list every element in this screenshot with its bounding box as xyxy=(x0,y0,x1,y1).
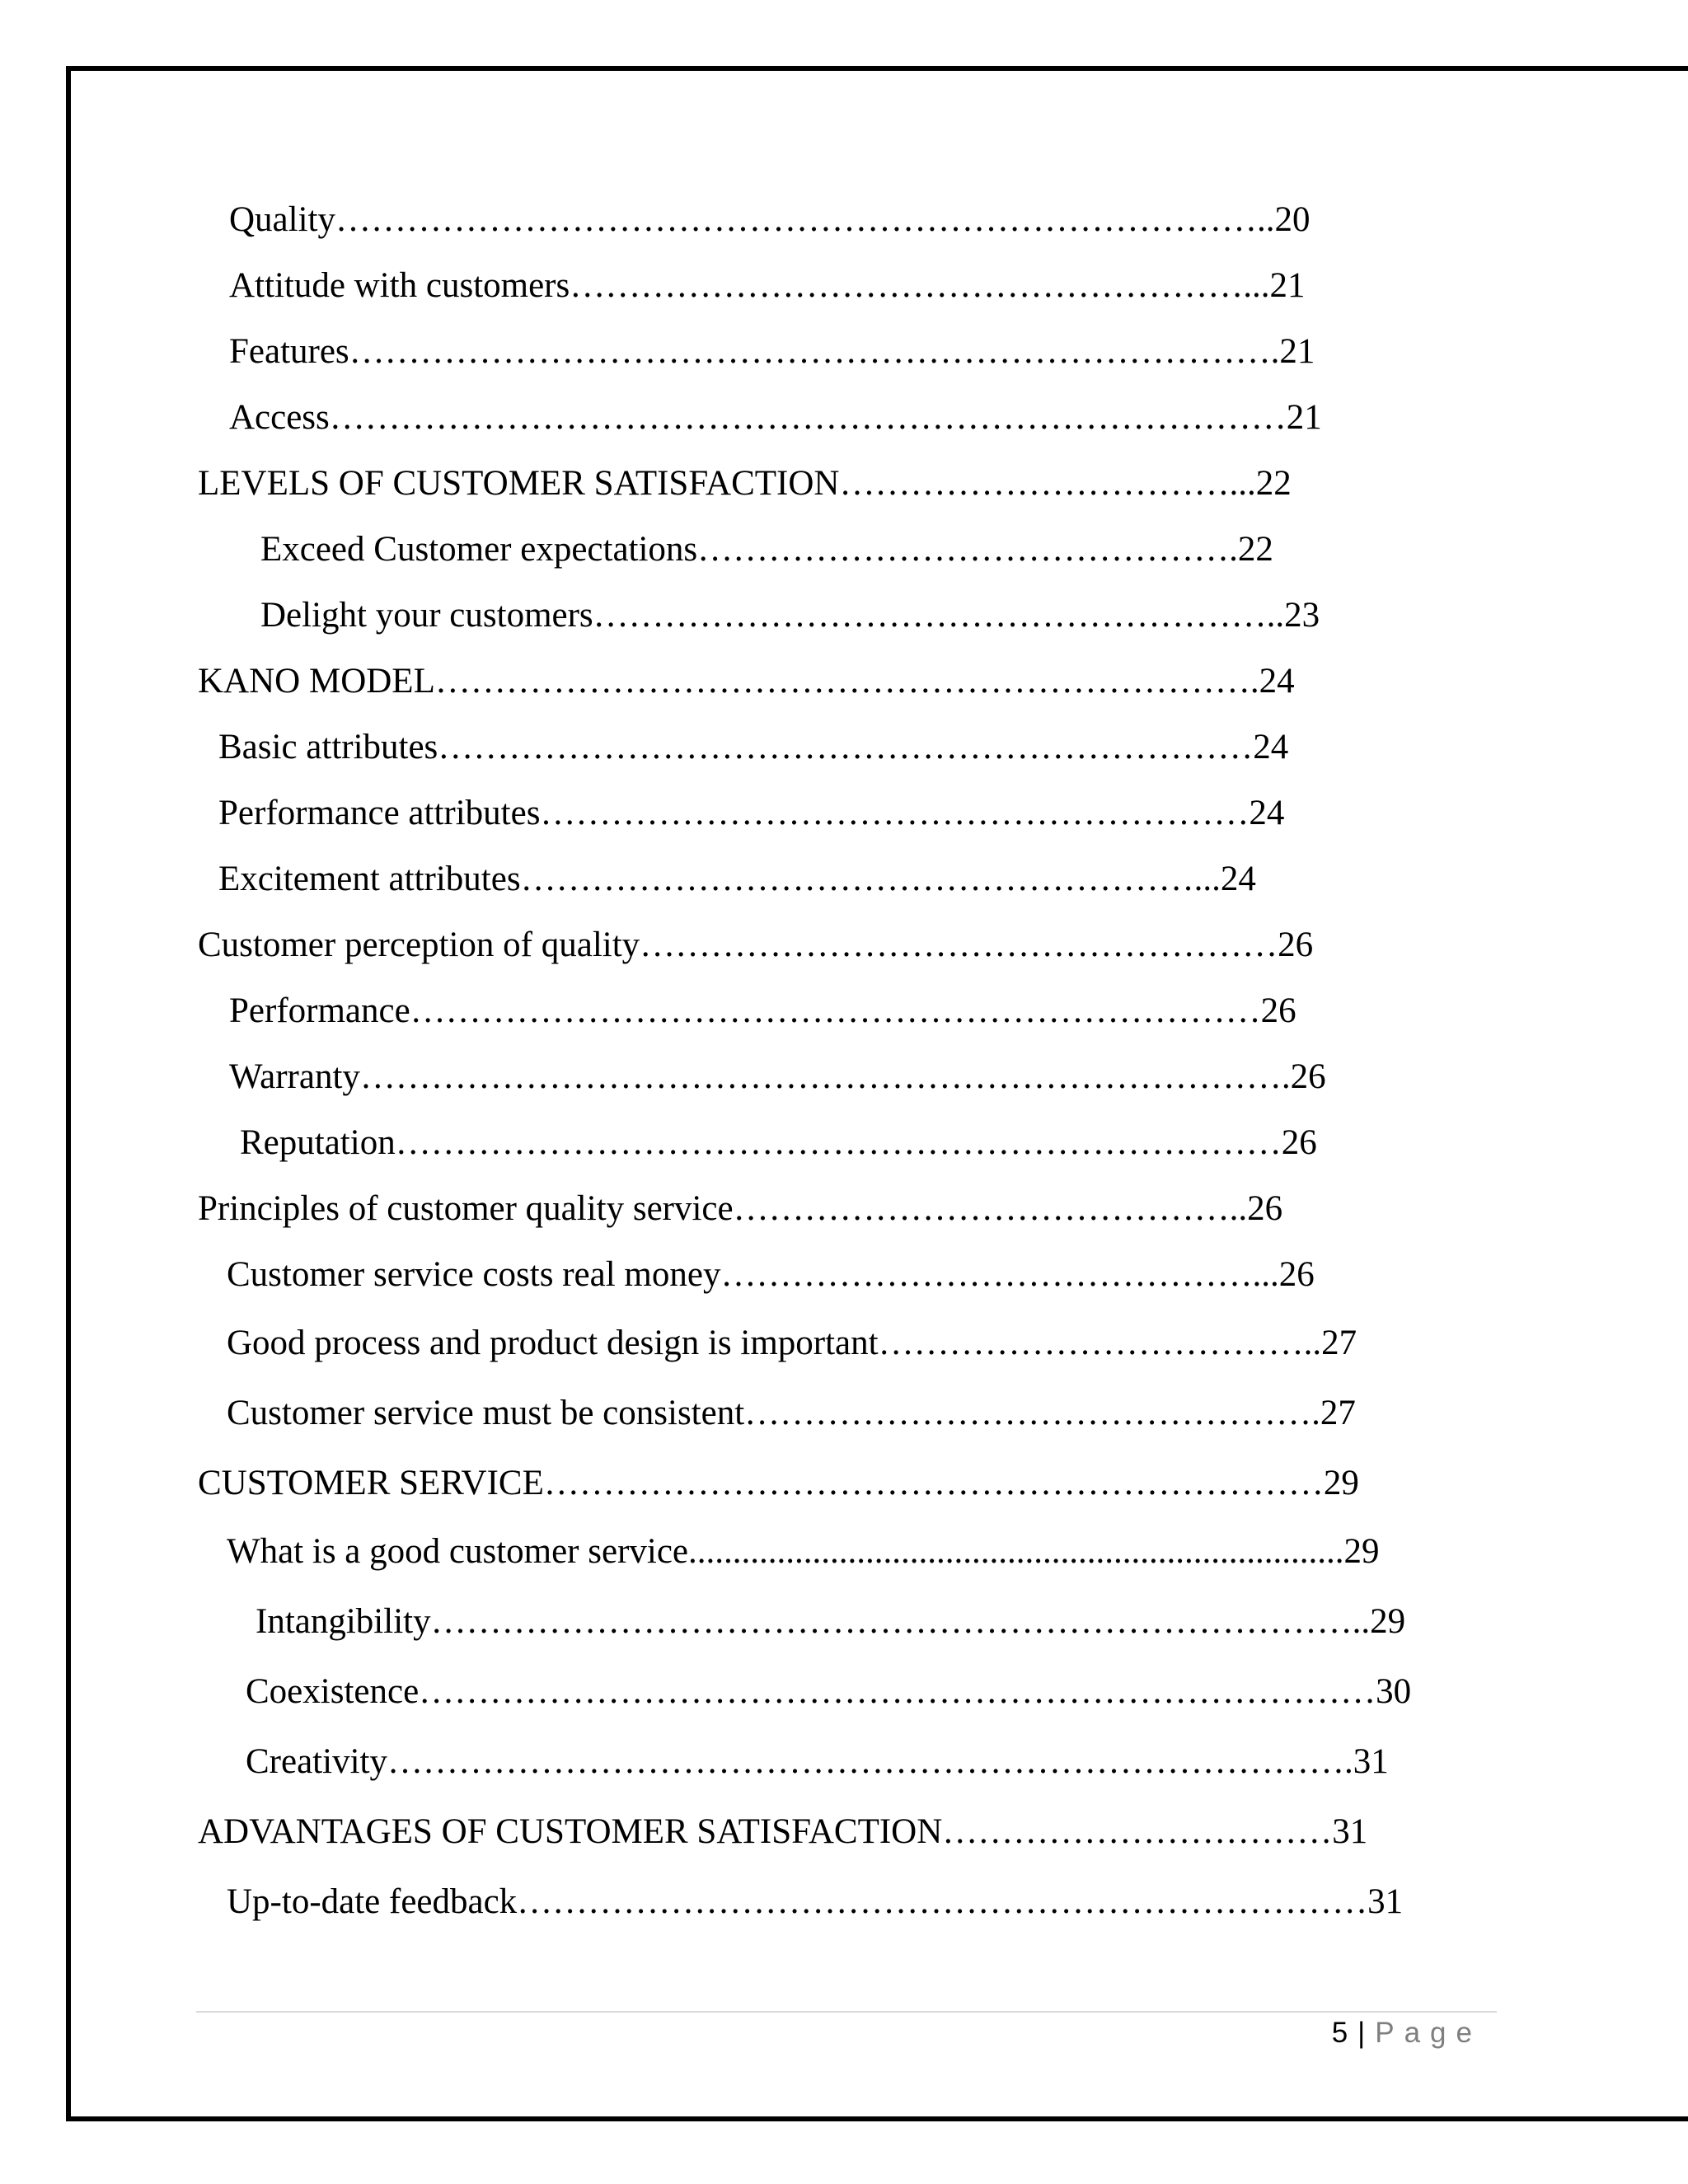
toc-entry-attitude-with-customers: Attitude with customers…………………………………………………...21 xyxy=(229,266,1306,305)
toc-entry-features: Features…………………………………………………………………….21 xyxy=(229,332,1315,371)
toc-entry-performance-attributes: Performance attributes……………………………………………………24 xyxy=(218,794,1285,832)
footer-rule xyxy=(196,2011,1497,2013)
toc-entry-creativity: Creativity……………………………………………………………………….31 xyxy=(246,1742,1389,1781)
toc-entry-intangibility: Intangibility……………………………………………………………………..29 xyxy=(256,1602,1406,1641)
toc-entry-reputation: Reputation…………………………………………………………………26 xyxy=(240,1123,1317,1162)
toc-entry-delight-your-customers: Delight your customers…………………………………………………..23 xyxy=(260,596,1320,635)
toc-entry-principles-of-customer-quality-service: Principles of customer quality service……………………………………..26 xyxy=(198,1189,1283,1228)
toc-entry-customer-perception-of-quality: Customer perception of quality………………………………………………26 xyxy=(198,926,1314,964)
toc-entry-levels-of-customer-satisfaction: LEVELS OF CUSTOMER SATISFACTION……………………………...22 xyxy=(198,464,1292,503)
toc-entry-up-to-date-feedback: Up-to-date feedback………………………………………………………………31 xyxy=(227,1882,1404,1921)
toc-entry-coexistence: Coexistence………………………………………………………………………30 xyxy=(246,1672,1412,1711)
toc-entry-quality: Quality……………………………………………………………………..20 xyxy=(229,200,1311,239)
toc-entry-exceed-customer-expectations: Exceed Customer expectations……………………………………….22 xyxy=(260,530,1273,569)
toc-entry-access: Access………………………………………………………………………21 xyxy=(229,398,1322,437)
page-number: 5 xyxy=(1331,2017,1348,2049)
toc-entry-excitement-attributes: Excitement attributes…………………………………………………...24 xyxy=(218,860,1256,898)
toc-entry-basic-attributes: Basic attributes……………………………………………………………24 xyxy=(218,728,1289,766)
toc-entry-kano-model: KANO MODEL…………………………………………………………….24 xyxy=(198,662,1295,701)
toc-entry-good-process-and-product-design: Good process and product design is important………………………………..27 xyxy=(227,1324,1357,1362)
toc-entry-customer-service-must-be-consistent: Customer service must be consistent………………………………………….27 xyxy=(227,1394,1356,1432)
toc-entry-what-is-a-good-customer-service: What is a good customer service..........................................................................29 xyxy=(227,1532,1380,1571)
toc-entry-advantages-of-customer-satisfaction: ADVANTAGES OF CUSTOMER SATISFACTION……………………………31 xyxy=(198,1812,1368,1851)
footer-separator: | xyxy=(1357,2017,1366,2049)
toc-entry-customer-service: CUSTOMER SERVICE…………………………………………………………29 xyxy=(198,1464,1359,1502)
toc-entry-warranty: Warranty…………………………………………………………………….26 xyxy=(229,1057,1326,1096)
page-label: Page xyxy=(1375,2017,1482,2049)
toc-entry-customer-service-costs-real-money: Customer service costs real money………………………………………...26 xyxy=(227,1255,1315,1294)
toc-entry-performance: Performance………………………………………………………………26 xyxy=(229,991,1296,1030)
page-footer xyxy=(1332,2011,1482,2055)
